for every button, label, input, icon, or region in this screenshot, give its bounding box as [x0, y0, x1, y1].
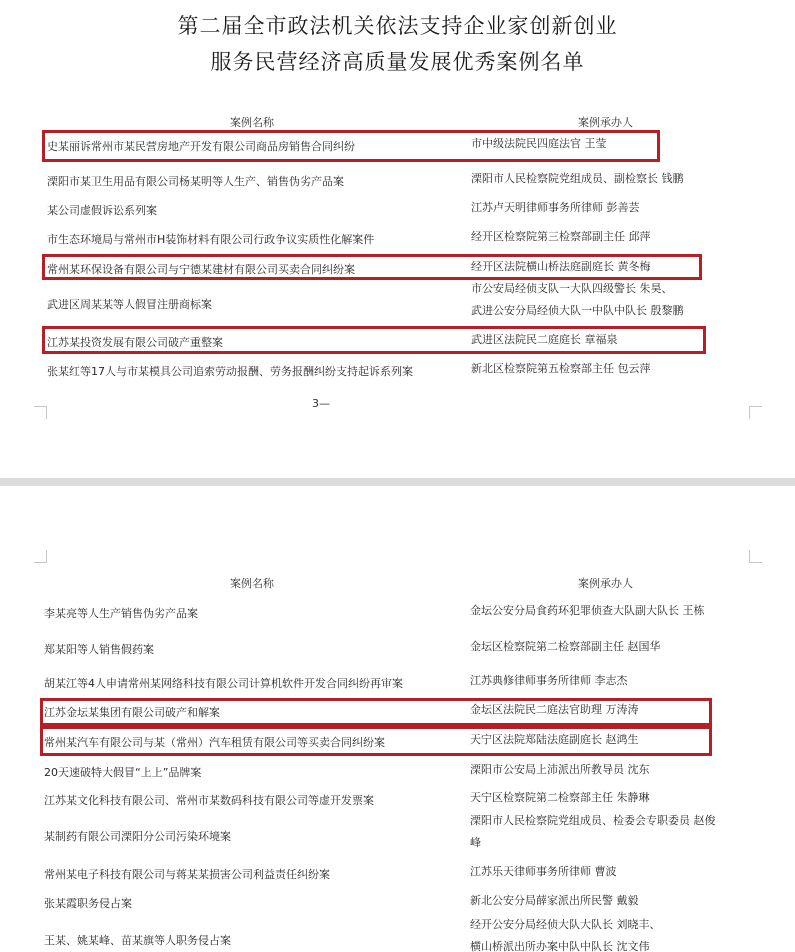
case-owner: 天宁区法院郑陆法庭副庭长 赵鸿生: [470, 733, 639, 746]
case-name: 郑某阳等人销售假药案: [44, 643, 154, 656]
case-name: 某制药有限公司溧阳分公司污染环境案: [44, 830, 231, 843]
document-title-line-1: 第二届全市政法机关依法支持企业家创新创业: [177, 14, 618, 38]
case-owner-line-1: 市公安局经侦支队一大队四级警长 朱昊、: [471, 282, 673, 295]
column-header-case-name: 案例名称: [230, 577, 274, 590]
case-name: 20天速破特大假冒“上上”品牌案: [44, 766, 202, 779]
case-owner: 经开区检察院第三检察部副主任 邱萍: [471, 230, 651, 243]
case-name: 常州某环保设备有限公司与宁德某建材有限公司买卖合同纠纷案: [47, 263, 355, 276]
case-owner-line-1: 溧阳市人民检察院党组成员、检委会专职委员 赵俊: [470, 814, 716, 827]
case-name: 市生态环境局与常州市H装饰材料有限公司行政争议实质性化解案件: [47, 233, 375, 246]
case-owner: 金坛区检察院第二检察部副主任 赵国华: [470, 640, 661, 653]
case-name: 张某霞职务侵占案: [44, 897, 132, 910]
column-header-case-owner: 案例承办人: [578, 116, 633, 129]
document-page-2: [0, 486, 795, 952]
crop-mark: [749, 550, 762, 563]
case-name: 胡某江等4人申请常州某网络科技有限公司计算机软件开发合同纠纷再审案: [44, 677, 403, 690]
crop-mark: [749, 406, 762, 419]
column-header-case-owner: 案例承办人: [578, 577, 633, 590]
case-name: 常州某汽车有限公司与某（常州）汽车租赁有限公司等买卖合同纠纷案: [44, 736, 385, 749]
case-name: 王某、姚某峰、苗某旗等人职务侵占案: [44, 934, 231, 947]
case-name: 张某红等17人与市某模具公司追索劳动报酬、劳务报酬纠纷支持起诉系列案: [47, 365, 413, 378]
case-name: 溧阳市某卫生用品有限公司杨某明等人生产、销售伪劣产品案: [47, 175, 344, 188]
highlight-box: [40, 726, 712, 756]
highlight-box: [40, 698, 712, 726]
column-header-case-name: 案例名称: [230, 116, 274, 129]
case-owner-line-1: 经开公安分局经侦大队大队长 刘晓丰、: [470, 918, 661, 931]
case-name: 武进区周某某等人假冒注册商标案: [47, 298, 212, 311]
highlight-box: [42, 254, 702, 280]
document-title-line-2: 服务民营经济高质量发展优秀案例名单: [210, 50, 585, 74]
case-owner: 新北公安分局薛家派出所民警 戴毅: [470, 894, 639, 907]
case-name: 常州某电子科技有限公司与蒋某某损害公司利益责任纠纷案: [44, 868, 330, 881]
case-name: 史某丽诉常州市某民营房地产开发有限公司商品房销售合同纠纷: [47, 140, 355, 153]
case-owner: 江苏典修律师事务所律师 李志杰: [470, 674, 628, 687]
case-owner: 新北区检察院第五检察部主任 包云萍: [471, 362, 651, 375]
case-owner: 溧阳市人民检察院党组成员、副检察长 钱鹏: [471, 172, 684, 185]
case-owner: 经开区法院横山桥法庭副庭长 黄冬梅: [471, 260, 651, 273]
case-owner: 天宁区检察院第二检察部主任 朱静琳: [470, 791, 650, 804]
highlight-box: [42, 130, 660, 162]
case-owner: 金坛区法院民二庭法官助理 万涛涛: [470, 703, 639, 716]
page-number: 3—: [312, 397, 330, 410]
case-name: 江苏某投资发展有限公司破产重整案: [47, 336, 223, 349]
case-name: 江苏某文化科技有限公司、常州市某数码科技有限公司等虚开发票案: [44, 794, 374, 807]
case-name: 李某亮等人生产销售伪劣产品案: [44, 607, 198, 620]
crop-mark: [34, 550, 47, 563]
case-owner: 武进区法院民二庭庭长 章福泉: [471, 333, 618, 346]
page-separator: [0, 478, 795, 486]
case-name: 江苏金坛某集团有限公司破产和解案: [44, 706, 220, 719]
case-owner-line-2: 横山桥派出所办案中队中队长 沈文伟: [470, 940, 650, 952]
crop-mark: [34, 406, 47, 419]
case-owner: 市中级法院民四庭法官 王莹: [471, 137, 607, 150]
case-name: 某公司虚假诉讼系列案: [47, 204, 157, 217]
case-owner: 溧阳市公安局上沛派出所教导员 沈东: [470, 763, 650, 776]
case-owner-line-2: 武进公安分局经侦大队一中队中队长 殷黎鹏: [471, 304, 684, 317]
case-owner-line-2: 峰: [470, 836, 481, 849]
case-owner: 江苏卢天明律师事务所律师 彭善芸: [471, 201, 640, 214]
case-owner: 江苏乐天律师事务所律师 曹波: [470, 865, 617, 878]
case-owner: 金坛公安分局食药环犯罪侦查大队副大队长 王栋: [470, 604, 705, 617]
highlight-box: [42, 326, 706, 354]
